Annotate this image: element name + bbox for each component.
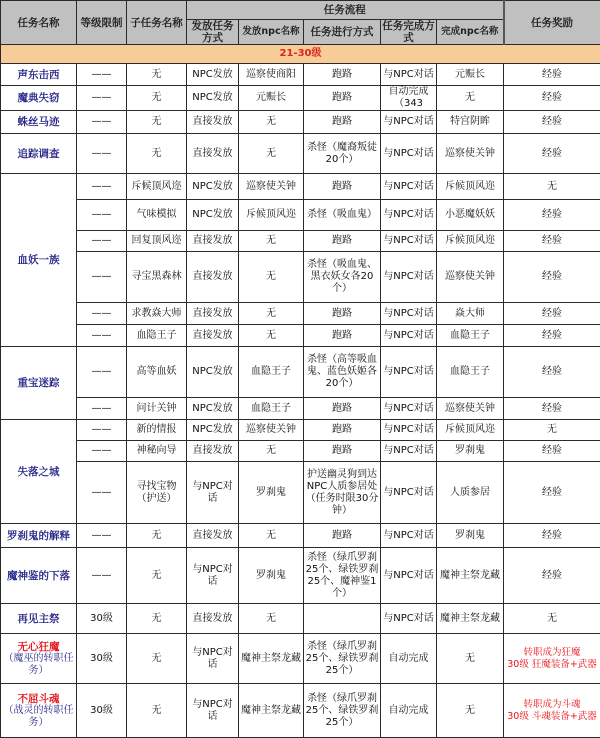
reward: 转职成为斗魂 xyxy=(505,699,599,711)
table-row xyxy=(1,64,600,86)
level-limit: —— xyxy=(77,200,127,231)
complete-method: 与NPC对话 xyxy=(381,64,437,86)
progress-method: 跑路 xyxy=(304,231,381,252)
table-row xyxy=(1,231,600,252)
level-limit: 30级 xyxy=(77,634,127,684)
sub-quest: 神秘向导 xyxy=(127,441,187,462)
complete-npc: 巡察使关钟 xyxy=(437,134,504,174)
sub-quest: 寻宝黑森林 xyxy=(127,252,187,303)
level-limit: —— xyxy=(77,111,127,134)
quest-name: 血妖一族 xyxy=(1,174,77,347)
issue-npc: 无 xyxy=(239,604,304,634)
sub-quest: 气味模拟 xyxy=(127,200,187,231)
reward: 经验 xyxy=(504,325,600,347)
complete-npc: 魔神主祭龙藏 xyxy=(437,604,504,634)
sub-quest: 寻找宝物（护送） xyxy=(127,462,187,524)
header-level-limit: 等级限制 xyxy=(77,1,127,45)
complete-method: 自动完成 xyxy=(381,634,437,684)
progress-method: 杀怪（绿爪罗刹25个、绿铁罗刹25个） xyxy=(304,684,381,738)
complete-npc: 无 xyxy=(437,684,504,738)
progress-method: 跑路 xyxy=(304,524,381,548)
table-row xyxy=(1,174,600,200)
sub-quest: 问计关钟 xyxy=(127,398,187,420)
progress-method: 杀怪（绿爪罗刹25个、绿铁罗刹25个） xyxy=(304,634,381,684)
level-band: 21-30级 xyxy=(1,45,600,64)
header-reward: 任务奖励 xyxy=(504,1,600,45)
header-flow-group: 任务流程 xyxy=(187,1,504,20)
issue-npc: 巡察使关钟 xyxy=(239,420,304,441)
progress-method: 跑路 xyxy=(304,111,381,134)
reward: 转职成为狂魔 xyxy=(505,647,599,659)
header-complete-npc: 完成npc名称 xyxy=(437,20,504,45)
sub-quest: 无 xyxy=(127,524,187,548)
complete-method: 自动完成（343 xyxy=(381,86,437,111)
issue-npc: 无 xyxy=(239,303,304,325)
complete-npc: 斥候顶风迩 xyxy=(437,174,504,200)
issue-method: 直接发放 xyxy=(187,325,239,347)
reward: 经验 xyxy=(504,347,600,398)
reward: 经验 xyxy=(504,252,600,303)
sub-quest: 无 xyxy=(127,134,187,174)
issue-npc: 巡察使关钟 xyxy=(239,174,304,200)
progress-method: 杀怪（魔裔叛徒20个） xyxy=(304,134,381,174)
quest-name-cell xyxy=(1,634,77,684)
issue-method: 与NPC对话 xyxy=(187,548,239,604)
issue-method: 直接发放 xyxy=(187,252,239,303)
sub-quest: 无 xyxy=(127,684,187,738)
level-limit: —— xyxy=(77,134,127,174)
complete-npc: 焱大师 xyxy=(437,303,504,325)
sub-quest: 新的情报 xyxy=(127,420,187,441)
issue-npc: 元赈长 xyxy=(239,86,304,111)
complete-npc: 小恶魔妖妖 xyxy=(437,200,504,231)
header-sub-quest: 子任务名称 xyxy=(127,1,187,45)
table-row xyxy=(1,303,600,325)
complete-npc: 罗刹鬼 xyxy=(437,524,504,548)
reward: 无 xyxy=(504,174,600,200)
quest-name: 失落之城 xyxy=(1,420,77,524)
progress-method: 跑路 xyxy=(304,398,381,420)
progress-method: 跑路 xyxy=(304,441,381,462)
sub-quest: 斥候顶风迩 xyxy=(127,174,187,200)
progress-method: 跑路 xyxy=(304,174,381,200)
sub-quest: 无 xyxy=(127,548,187,604)
header-issue-npc: 发放npc名称 xyxy=(239,20,304,45)
reward: 经验 xyxy=(504,64,600,86)
level-limit: —— xyxy=(77,462,127,524)
reward: 经验 xyxy=(504,231,600,252)
complete-npc: 斥候顶风迩 xyxy=(437,231,504,252)
complete-method: 与NPC对话 xyxy=(381,548,437,604)
issue-npc: 罗刹鬼 xyxy=(239,462,304,524)
level-limit: —— xyxy=(77,231,127,252)
reward: 无 xyxy=(504,420,600,441)
issue-method: NPC发放 xyxy=(187,86,239,111)
issue-npc: 无 xyxy=(239,134,304,174)
progress-method: 跑路 xyxy=(304,86,381,111)
reward: 经验 xyxy=(504,524,600,548)
sub-quest: 无 xyxy=(127,604,187,634)
complete-method: 与NPC对话 xyxy=(381,231,437,252)
complete-method: 与NPC对话 xyxy=(381,134,437,174)
progress-method: 跑路 xyxy=(304,325,381,347)
progress-method: 跑路 xyxy=(304,420,381,441)
sub-quest: 高等血妖 xyxy=(127,347,187,398)
quest-name: 再见主祭 xyxy=(1,604,77,634)
reward: 经验 xyxy=(504,303,600,325)
issue-npc: 无 xyxy=(239,231,304,252)
table-row xyxy=(1,347,600,398)
issue-method: 直接发放 xyxy=(187,231,239,252)
complete-npc: 罗刹鬼 xyxy=(437,441,504,462)
complete-npc: 巡察使关钟 xyxy=(437,398,504,420)
quest-name: 无心狂魔 xyxy=(2,641,75,653)
sub-quest: 求教焱大师 xyxy=(127,303,187,325)
reward: 经验 xyxy=(504,548,600,604)
issue-npc: 罗刹鬼 xyxy=(239,548,304,604)
reward: 经验 xyxy=(504,441,600,462)
sub-quest: 血隐王子 xyxy=(127,325,187,347)
complete-method: 与NPC对话 xyxy=(381,604,437,634)
reward: 经验 xyxy=(504,398,600,420)
complete-method: 与NPC对话 xyxy=(381,462,437,524)
issue-npc: 无 xyxy=(239,441,304,462)
level-limit: —— xyxy=(77,347,127,398)
complete-method: 与NPC对话 xyxy=(381,524,437,548)
sub-quest: 无 xyxy=(127,86,187,111)
complete-method: 与NPC对话 xyxy=(381,325,437,347)
complete-npc: 无 xyxy=(437,86,504,111)
quest-name: 追踪调查 xyxy=(1,134,77,174)
complete-npc: 斥候顶风迩 xyxy=(437,420,504,441)
table-row xyxy=(1,441,600,462)
quest-name: 不屈斗魂 xyxy=(2,693,75,705)
level-limit: —— xyxy=(77,86,127,111)
table-row xyxy=(1,420,600,441)
level-limit: —— xyxy=(77,325,127,347)
progress-method xyxy=(304,604,381,634)
progress-method: 护送幽灵狗到达NPC人质参居处（任务时限30分钟） xyxy=(304,462,381,524)
complete-method: 与NPC对话 xyxy=(381,398,437,420)
issue-method: NPC发放 xyxy=(187,420,239,441)
complete-method: 与NPC对话 xyxy=(381,200,437,231)
reward: 无 xyxy=(504,604,600,634)
issue-method: 直接发放 xyxy=(187,441,239,462)
issue-method: 与NPC对话 xyxy=(187,634,239,684)
complete-npc: 血隐王子 xyxy=(437,347,504,398)
progress-method: 跑路 xyxy=(304,64,381,86)
level-limit: —— xyxy=(77,524,127,548)
level-limit: —— xyxy=(77,441,127,462)
issue-method: 与NPC对话 xyxy=(187,684,239,738)
level-limit: —— xyxy=(77,252,127,303)
level-limit: —— xyxy=(77,398,127,420)
table-row xyxy=(1,252,600,303)
issue-npc: 无 xyxy=(239,252,304,303)
complete-method: 自动完成 xyxy=(381,684,437,738)
issue-method: 与NPC对话 xyxy=(187,462,239,524)
issue-npc: 巡察使商阳 xyxy=(239,64,304,86)
header-quest-name: 任务名称 xyxy=(1,1,77,45)
issue-method: 直接发放 xyxy=(187,604,239,634)
quest-name-cell xyxy=(1,684,77,738)
issue-method: 直接发放 xyxy=(187,524,239,548)
quest-name: 魔神鉴的下落 xyxy=(1,548,77,604)
table-row xyxy=(1,524,600,548)
complete-method: 与NPC对话 xyxy=(381,174,437,200)
table-row xyxy=(1,325,600,347)
table-row xyxy=(1,684,600,738)
level-limit: 30级 xyxy=(77,604,127,634)
reward-cell xyxy=(504,684,600,738)
quest-name: 罗刹鬼的解释 xyxy=(1,524,77,548)
complete-method: 与NPC对话 xyxy=(381,441,437,462)
progress-method: 杀怪（高等吸血鬼、蓝色妖姬各20个） xyxy=(304,347,381,398)
header-issue-method: 发放任务方式 xyxy=(187,20,239,45)
sub-quest: 无 xyxy=(127,634,187,684)
complete-npc: 人质参居 xyxy=(437,462,504,524)
table-row xyxy=(1,634,600,684)
issue-npc: 血隐王子 xyxy=(239,398,304,420)
issue-method: 直接发放 xyxy=(187,111,239,134)
quest-name: 魔典失窃 xyxy=(1,86,77,111)
issue-npc: 无 xyxy=(239,325,304,347)
complete-method: 与NPC对话 xyxy=(381,347,437,398)
issue-method: NPC发放 xyxy=(187,200,239,231)
progress-method: 杀怪（绿爪罗刹25个、绿铁罗刹25个、魔神鉴1个） xyxy=(304,548,381,604)
issue-npc: 无 xyxy=(239,111,304,134)
complete-npc: 元赈长 xyxy=(437,64,504,86)
issue-method: NPC发放 xyxy=(187,347,239,398)
sub-quest: 无 xyxy=(127,64,187,86)
issue-method: NPC发放 xyxy=(187,398,239,420)
progress-method: 跑路 xyxy=(304,303,381,325)
table-row xyxy=(1,604,600,634)
issue-method: NPC发放 xyxy=(187,64,239,86)
complete-method: 与NPC对话 xyxy=(381,111,437,134)
table-row xyxy=(1,398,600,420)
issue-npc: 无 xyxy=(239,524,304,548)
progress-method: 杀怪（吸血鬼、黑衣妖女各20个） xyxy=(304,252,381,303)
complete-npc: 魔神主祭龙藏 xyxy=(437,548,504,604)
issue-npc: 魔神主祭龙藏 xyxy=(239,684,304,738)
issue-npc: 魔神主祭龙藏 xyxy=(239,634,304,684)
level-limit: —— xyxy=(77,303,127,325)
progress-method: 杀怪（吸血鬼） xyxy=(304,200,381,231)
table-row xyxy=(1,200,600,231)
table-row xyxy=(1,111,600,134)
header-complete-method: 任务完成方式 xyxy=(381,20,437,45)
complete-method: 与NPC对话 xyxy=(381,303,437,325)
table-row xyxy=(1,86,600,111)
issue-method: 直接发放 xyxy=(187,134,239,174)
complete-npc: 血隐王子 xyxy=(437,325,504,347)
table-row xyxy=(1,462,600,524)
level-limit: —— xyxy=(77,420,127,441)
reward: 经验 xyxy=(504,462,600,524)
complete-method: 与NPC对话 xyxy=(381,420,437,441)
level-limit: 30级 xyxy=(77,684,127,738)
reward-cell xyxy=(504,634,600,684)
reward-detail: 30级 斗魂装备+武器 xyxy=(505,711,599,723)
issue-npc: 血隐王子 xyxy=(239,347,304,398)
complete-method: 与NPC对话 xyxy=(381,252,437,303)
header-progress-method: 任务进行方式 xyxy=(304,20,381,45)
reward: 经验 xyxy=(504,200,600,231)
reward: 经验 xyxy=(504,134,600,174)
sub-quest: 回复顶风迩 xyxy=(127,231,187,252)
level-limit: —— xyxy=(77,64,127,86)
reward: 经验 xyxy=(504,86,600,111)
issue-npc: 斥候顶风迩 xyxy=(239,200,304,231)
issue-method: 直接发放 xyxy=(187,303,239,325)
issue-method: NPC发放 xyxy=(187,174,239,200)
reward-detail: 30级 狂魔装备+武器 xyxy=(505,659,599,671)
quest-name: 声东击西 xyxy=(1,64,77,86)
quest-name: 蛛丝马迹 xyxy=(1,111,77,134)
table-row xyxy=(1,548,600,604)
quest-name-note: （魔巫的转职任务） xyxy=(2,653,75,677)
level-limit: —— xyxy=(77,548,127,604)
quest-name: 重宝迷踪 xyxy=(1,347,77,420)
level-limit: —— xyxy=(77,174,127,200)
reward: 经验 xyxy=(504,111,600,134)
sub-quest: 无 xyxy=(127,111,187,134)
complete-npc: 无 xyxy=(437,634,504,684)
quest-name-note: （战灵的转职任务） xyxy=(2,705,75,729)
table-row xyxy=(1,134,600,174)
complete-npc: 特宫阴眸 xyxy=(437,111,504,134)
complete-npc: 巡察使关钟 xyxy=(437,252,504,303)
